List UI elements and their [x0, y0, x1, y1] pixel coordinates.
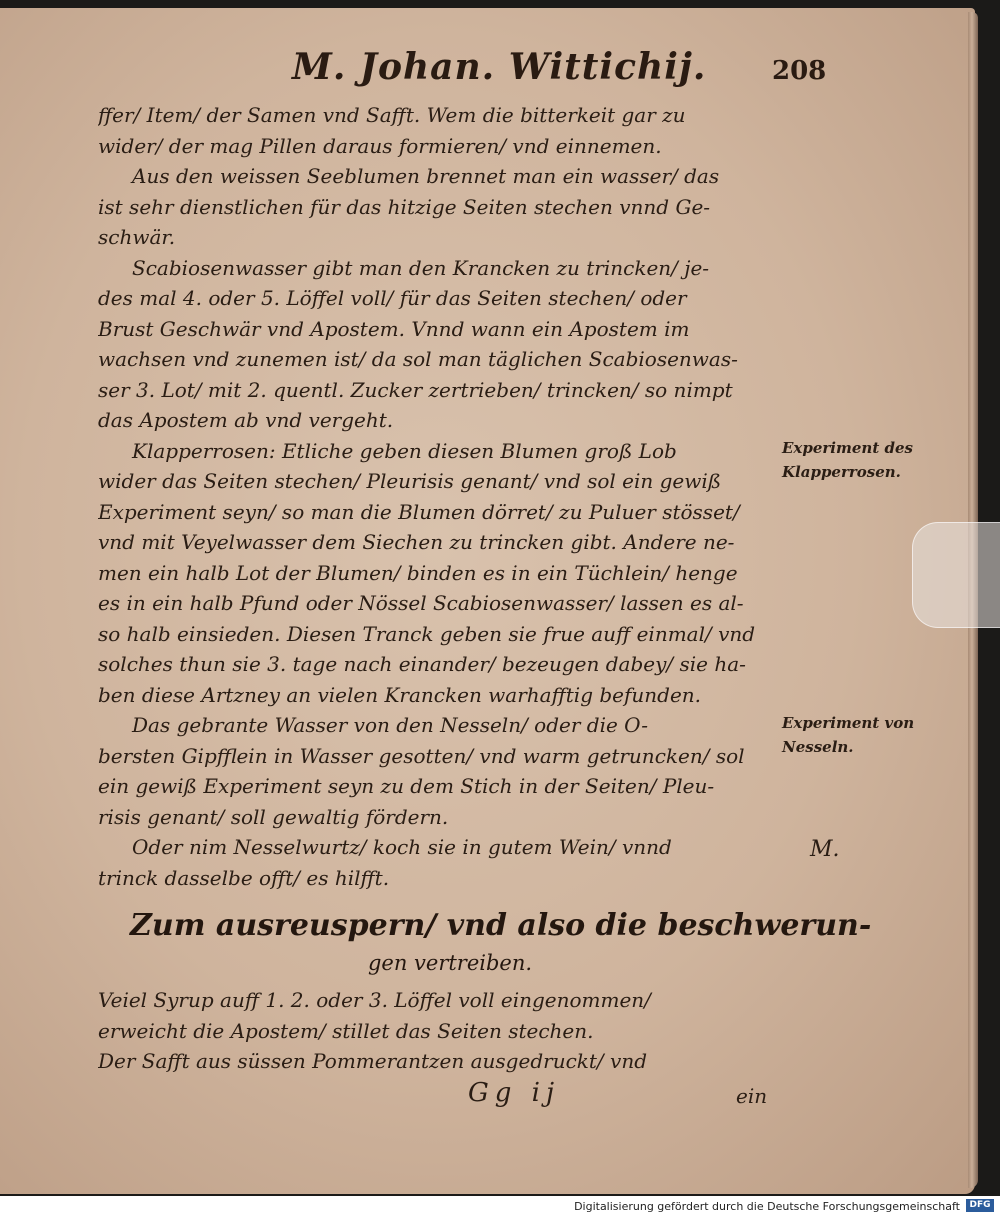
text-line: trinck dasselbe offt/ es hilfft.	[98, 865, 390, 890]
text-line: schwär.	[98, 225, 176, 249]
text-line: Klapperrosen: Etliche geben diesen Blumen groß Lob	[132, 438, 677, 463]
page-number: 208	[772, 56, 827, 86]
running-header	[0, 40, 975, 100]
margin-note-line: Nesseln.	[782, 738, 854, 756]
margin-note-m: M.	[810, 837, 840, 862]
text-line: es in ein halb Pfund oder Nössel Scabiosenwasser/ lassen es al-	[98, 591, 744, 615]
running-title: M. Johan. Wittichij.	[292, 46, 707, 88]
main-text-block	[98, 100, 788, 893]
section-heading-line: Zum ausreuspern/ vnd also die beschwerun-	[130, 908, 872, 943]
text-line: erweicht die Apostem/ stillet das Seiten stechen.	[98, 1018, 594, 1043]
text-line: men ein halb Lot der Blumen/ binden es in ein Tüchlein/ henge	[98, 560, 738, 585]
text-line: ben diese Artzney an vielen Krancken warhafftig befunden.	[98, 682, 702, 707]
text-line: ser 3. Lot/ mit 2. quentl. Zucker zertrieben/ trincken/ so nimpt	[98, 377, 733, 402]
text-line: Oder nim Nesselwurtz/ koch sie in gutem Wein/ vnnd	[132, 835, 672, 859]
text-line: Experiment seyn/ so man die Blumen dörret/ zu Puluer stösset/	[98, 499, 740, 524]
text-line: Veiel Syrup auff 1. 2. oder 3. Löffel voll eingenommen/	[98, 988, 651, 1012]
text-line: Aus den weissen Seeblumen brennet man ein wasser/ das	[132, 164, 720, 188]
text-line: Das gebrante Wasser von den Nesseln/ oder die O-	[132, 713, 649, 737]
text-line: so halb einsieden. Diesen Tranck geben sie frue auff einmal/ vnd	[98, 621, 756, 646]
text-line: Scabiosenwasser gibt man den Krancken zu trincken/ je-	[132, 255, 710, 280]
margin-note-nesseln	[782, 711, 914, 759]
text-line: wider/ der mag Pillen daraus formieren/ vnd einnemen.	[98, 133, 662, 158]
margin-note-line: Klapperrosen.	[782, 463, 901, 481]
text-line: ffer/ Item/ der Samen vnd Safft. Wem die bitterkeit gar zu	[98, 103, 686, 127]
text-line: ist sehr dienstlichen für das hitzige Seiten stechen vnnd Ge-	[98, 194, 711, 219]
text-line: bersten Gipfflein in Wasser gesotten/ vnd warm getruncken/ sol	[98, 743, 745, 768]
margin-note-line: Experiment von	[782, 714, 915, 732]
footer-bar	[0, 1196, 1000, 1216]
signature-mark: Gg ij	[468, 1078, 561, 1108]
text-line: Brust Geschwär vnd Apostem. Vnnd wann ein Apostem im	[98, 316, 690, 341]
text-line: solches thun sie 3. tage nach einander/ bezeugen dabey/ sie ha-	[98, 652, 746, 676]
text-line: risis genant/ soll gewaltig fördern.	[98, 804, 449, 829]
section-heading	[130, 906, 872, 980]
margin-note-klapperrosen	[782, 436, 913, 484]
bookmark-tab	[912, 522, 1000, 628]
text-line: ein gewiß Experiment seyn zu dem Stich in der Seiten/ Pleu-	[98, 774, 715, 798]
text-line: wider das Seiten stechen/ Pleurisis genant/ vnd sol ein gewiß	[98, 469, 722, 493]
text-line: wachsen vnd zunemen ist/ da sol man täglichen Scabiosenwas-	[98, 347, 738, 371]
dfg-logo-icon: DFG	[966, 1199, 994, 1212]
margin-note-line: Experiment des	[782, 439, 913, 457]
text-line: das Apostem ab vnd vergeht.	[98, 408, 394, 432]
section-heading-line: gen vertreiben.	[367, 951, 533, 975]
section-text-block	[98, 985, 788, 1077]
signature-line	[0, 1078, 975, 1118]
catchword: ein	[736, 1084, 768, 1108]
text-line: Der Safft aus süssen Pommerantzen ausgedruckt/ vnd	[98, 1049, 648, 1073]
text-line: des mal 4. oder 5. Löffel voll/ für das Seiten stechen/ oder	[98, 286, 687, 310]
text-line: vnd mit Veyelwasser dem Siechen zu trincken gibt. Andere ne-	[98, 530, 735, 554]
funding-credit: Digitalisierung gefördert durch die Deutsche Forschungsgemeinschaft	[574, 1200, 960, 1213]
